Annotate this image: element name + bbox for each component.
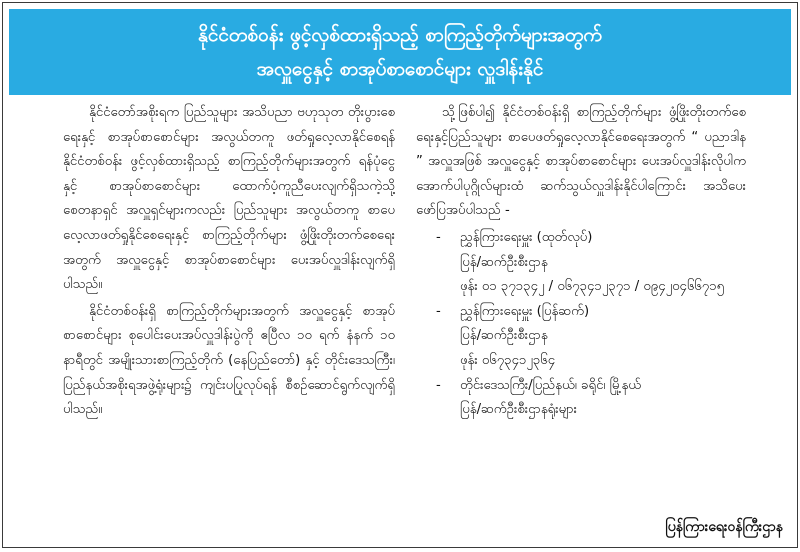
- announcement-header: [9, 9, 791, 95]
- announcement-page: [2, 2, 798, 548]
- header-title-line-1: နိုင်ငံတစ်ဝန်း ဖွင့်လှစ်ထားရှိသည့် စာကြည့်တိုက်များအတွက်: [198, 24, 602, 46]
- header-title-line-2: အလှူငွေနှင့် စာအုပ်စာစောင်များ လှူဒါန်းနိုင်: [256, 58, 544, 80]
- dash-bullet: -: [436, 377, 441, 393]
- contact-office: ညွှန်ကြားရေးမှူး (ပြန်ဆက်): [460, 303, 590, 319]
- contact-list: [416, 226, 746, 423]
- left-paragraph-1: နိုင်ငံတော်အစိုးရက ပြည်သူများ အသိပညာ ဗဟုသုတ တိုးပွားစေရေးနှင့် စာအုပ်စာစောင်များ အလွယ်တကူ ဖတ်ရှုလေ့လာနိုင်စေရန် နိုင်ငံတစ်ဝန်း ဖွင့်လှစ်ထားရှိသည့် စာကြည့်တိုက်များအတွက် ရန်ပုံငွေနှင့် စာအုပ်စာစောင်များ ထောက်ပံ့ကူညီပေးလျက်ရှိသကဲ့သို့ စေတနာရှင် အလှူရှင်များကလည်း ပြည်သူများ အလွယ်တကူ စာပေလေ့လာဖတ်ရှုနိုင်စေရေးနှင့် စာကြည့်တိုက်များ ဖွံ့ဖြိုးတိုးတက်စေရေးအတွက် အလှူငွေနှင့် စာအုပ်စာစောင်များ ပေးအပ်လှူဒါန်းလျက်ရှိပါသည်။: [63, 105, 395, 293]
- contact-phone: ဖုန်း ၀၆၇၃၄၁၂၃၆၄: [460, 352, 556, 368]
- contact-department: ပြန်/ဆက်ဦးစီးဌာန: [460, 328, 548, 344]
- right-paragraph-1: သို့ဖြစ်ပါ၍ နိုင်ငံတစ်ဝန်းရှိ စာကြည့်တိုက်များ ဖွံ့ဖြိုးတိုးတက်စေရေးနှင့်ပြည်သူများ စာပေဖတ်ရှုလေ့လာနိုင်စေရေးအတွက် “ ပညာဒါန ” အလှူအဖြစ် အလှူငွေနှင့် စာအုပ်စာစောင်များ ပေးအပ်လှူဒါန်းလိုပါက အောက်ပါပုဂ္ဂိုလ်များထံ ဆက်သွယ်လှူဒါန်းနိုင်ပါကြောင်း အသိပေးဖော်ပြအပ်ပါသည် -: [416, 105, 746, 219]
- left-column: [63, 101, 395, 425]
- left-paragraph-2: နိုင်ငံတစ်ဝန်းရှိ စာကြည့်တိုက်များအတွက် အလှူငွေနှင့် စာအုပ်စာစောင်များ စုပေါင်းပေးအပ်လှူဒါန်းပွဲကို ဧပြီလ ၁၀ ရက် နံနက် ၁၀ နာရီတွင် အမျိုးသားစာကြည့်တိုက် (နေပြည်တော်) နှင့် တိုင်းဒေသကြီး၊ ပြည်နယ်အစိုးရအဖွဲ့ရုံးများ၌ ကျင်းပပြုလုပ်ရန် စီစဉ်ဆောင်ရွက်လျက်ရှိပါသည်။: [63, 303, 395, 418]
- right-column: [416, 101, 746, 423]
- dash-bullet: -: [436, 303, 441, 319]
- contact-office: တိုင်းဒေသကြီး/ပြည်နယ်၊ ခရိုင်၊ မြို့နယ်: [460, 377, 642, 393]
- contact-department: ပြန်/ဆက်ဦးစီးဌာန: [460, 254, 548, 270]
- contact-item-2: [416, 300, 746, 374]
- issuing-ministry-signature: ပြန်ကြားရေးဝန်ကြီးဌာန: [665, 519, 783, 535]
- contact-item-1: [416, 226, 746, 300]
- contact-phone: ဖုန်း ၀၁ ၃၇၁၃၄၂ / ၀၆၇၃၄၁၂၃၇၁ / ၀၉၄၂၀၄၆၆၇၁၅: [460, 279, 725, 295]
- contact-item-3: [416, 374, 746, 423]
- contact-office: ညွှန်ကြားရေးမှူး (ထုတ်လုပ်): [460, 229, 593, 245]
- contact-department: ပြန်/ဆက်ဦးစီးဌာနရုံးများ: [460, 402, 577, 418]
- dash-bullet: -: [436, 229, 441, 245]
